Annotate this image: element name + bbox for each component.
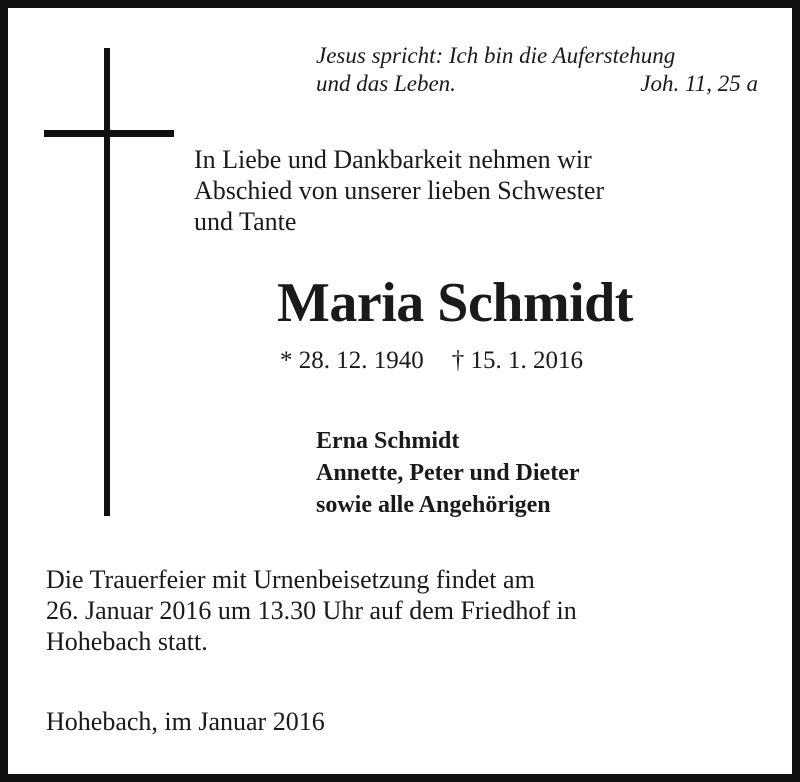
service-line-1: Die Trauerfeier mit Urnenbeisetzung findet am bbox=[46, 565, 535, 594]
place-and-date: Hohebach, im Januar 2016 bbox=[46, 707, 325, 736]
service-line-3: Hohebach statt. bbox=[46, 627, 208, 656]
service-line-2: 26. Januar 2016 um 13.30 Uhr auf dem Friedhof in bbox=[46, 596, 577, 625]
mourner-line-1: Erna Schmidt bbox=[316, 428, 460, 454]
intro-line-1: In Liebe und Dankbarkeit nehmen wir bbox=[194, 145, 592, 174]
verse-reference: Joh. 11, 25 a bbox=[640, 71, 758, 96]
mourners-list bbox=[316, 425, 716, 521]
intro-text bbox=[194, 144, 734, 237]
intro-line-2: Abschied von unserer lieben Schwester bbox=[194, 176, 605, 205]
mourner-line-3: sowie alle Angehörigen bbox=[316, 492, 551, 518]
verse-line-2 bbox=[316, 70, 758, 98]
life-dates bbox=[280, 346, 640, 376]
cross-vertical-bar bbox=[104, 48, 110, 516]
deceased-name: Maria Schmidt bbox=[277, 272, 633, 334]
intro-line-3: und Tante bbox=[194, 207, 297, 236]
cross-horizontal-bar bbox=[44, 130, 174, 137]
death-date: † 15. 1. 2016 bbox=[451, 347, 583, 374]
verse-line-1: Jesus spricht: Ich bin die Auferstehung bbox=[316, 43, 676, 68]
funeral-service-info bbox=[46, 564, 746, 657]
bible-verse bbox=[316, 42, 758, 98]
mourner-line-2: Annette, Peter und Dieter bbox=[316, 460, 580, 486]
birth-date: * 28. 12. 1940 bbox=[280, 347, 424, 374]
verse-line-2-text: und das Leben. bbox=[316, 71, 456, 96]
